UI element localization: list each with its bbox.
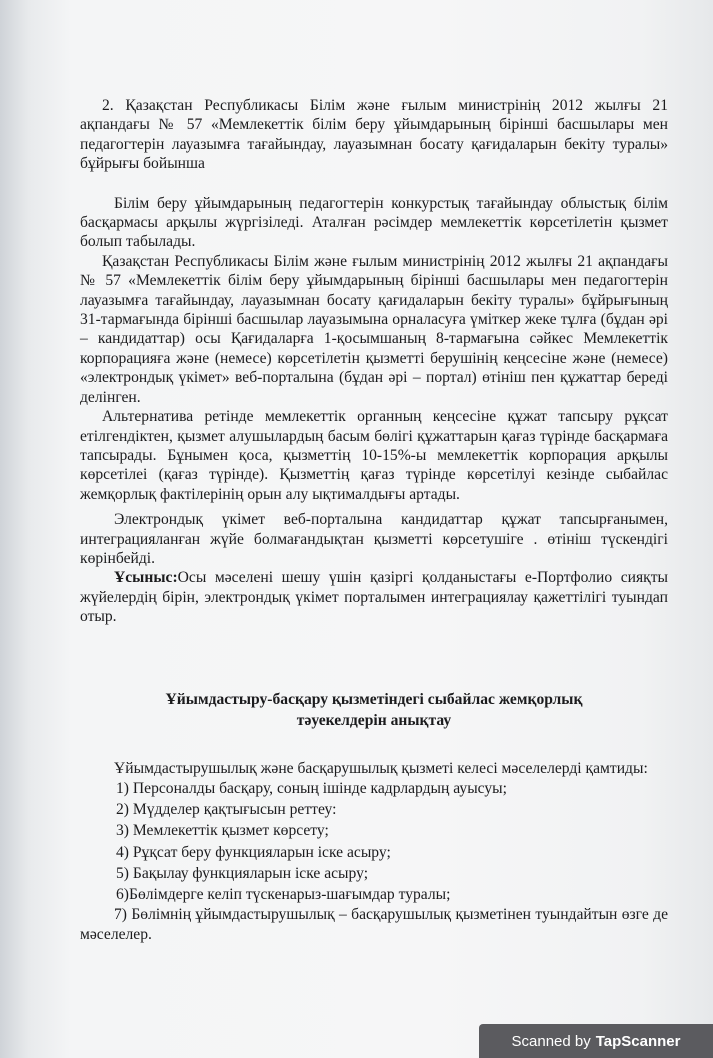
issues-list: [80, 778, 668, 905]
section-heading: [80, 689, 668, 731]
list-item: 2) Мүдделер қақтығысын реттеу:: [116, 801, 337, 819]
list-item-last: 7) Бөлімнің ұйымдастырушылық – басқарушылық қызметінен туындайтын өзге де мәселелер.: [80, 906, 668, 943]
paragraph-proposal: [80, 568, 668, 626]
document-body: [80, 96, 668, 944]
paragraph-order-reference: 2. Қазақстан Республикасы Білім және ғылым министрінің 2012 жылғы 21 ақпандағы № 57 «Мемлекеттік білім беру ұйымдарының бірінші басшылары мен педагогтерін лауазымға тағайындау, лауазымнан босату қағидаларын бекіту туралы» бұйрығы бойынша: [80, 97, 668, 173]
section-heading-line-1: Ұйымдастыру-басқару қызметіндегі сыбайлас жемқорлық: [165, 690, 583, 708]
scanner-watermark: [479, 1024, 713, 1058]
proposal-label: Ұсыныс:: [114, 569, 178, 587]
paragraph-competitive-appointment: Білім беру ұйымдарының педагогтерін конкурстық тағайындау облыстық білім басқармасы арқылы жүргізіледі. Аталған рәсімдер мемлекеттік көрсетілетін қызмет болып табылады.: [80, 194, 668, 251]
watermark-brand: TapScanner: [595, 1032, 681, 1050]
paragraph-alternative: Альтернатива ретінде мемлекеттік органның кеңсесіне құжат тапсыру рұқсат етілгендіктен, қызмет алушылардың басым бөлігі құжаттарын қағаз түрінде басқармаға тапсырады. Бұнымен қоса, қызметтің 10-15%-ы мемлекеттік корпорация арқылы көрсетілеі (қағаз түрінде). Қызметтің қағаз түрінде көрсетілуі кезінде сыбайлас жемқорлық фактілерінің орын алу ықтималдығы артады.: [80, 408, 668, 503]
section-heading-line-2: тәуекелдерін анықтау: [296, 711, 452, 729]
watermark-prefix: Scanned by: [511, 1032, 591, 1050]
paragraph-intro: Ұйымдастырушылық және басқарушылық қызметі келесі мәселелерді қамтиды:: [114, 759, 648, 777]
paragraph-order-clause-31: Қазақстан Республикасы Білім және ғылым министрінің 2012 жылғы 21 ақпандағы № 57 «Мемлекеттік білім беру ұйымдарының бірінші басшылары мен педагогтерін лауазымға тағайындау, лауазымнан босату қағидаларын бекіту туралы» бұйрығының 31-тармағында бірінші басшылар лауазымына орналасуға үміткер жеке тұлға (бұдан әрі – кандидаттар) осы Қағидаларға 1-қосымшаның 8-тармағына сәйкес Мемлекеттік корпорацияға және (немесе) көрсетілетін қызметті берушінің кеңсесіне және (немесе) «электрондық үкімет» веб-порталына (бұдан әрі – портал) өтініш пен құжаттар береді делінген.: [80, 252, 668, 406]
list-item: 3) Мемлекеттік қызмет көрсету;: [116, 822, 329, 840]
proposal-text: Осы мәселені шешу үшін қазіргі қолданыстағы е-Портфолио сияқты жүйелердің бірін, электрондық үкімет порталымен интеграциялау қажеттілігі туындап отыр.: [80, 569, 668, 626]
list-item: 5) Бақылау функцияларын іске асыру;: [116, 864, 369, 882]
list-item: 6)Бөлімдерге келіп түскенарыз-шағымдар туралы;: [116, 885, 451, 903]
paragraph-egov-portal: Электрондық үкімет веб-порталына кандидаттар құжат тапсырғанымен, интеграцияланған жүйе болмағандықтан қызметті көрсетушіге . өтініш түскендігі көрінбейді.: [80, 511, 668, 567]
list-item: 4) Рұқсат беру функцияларын іске асыру;: [116, 843, 391, 861]
list-item: 1) Персоналды басқару, соның ішінде кадрлардың ауысуы;: [116, 779, 507, 797]
